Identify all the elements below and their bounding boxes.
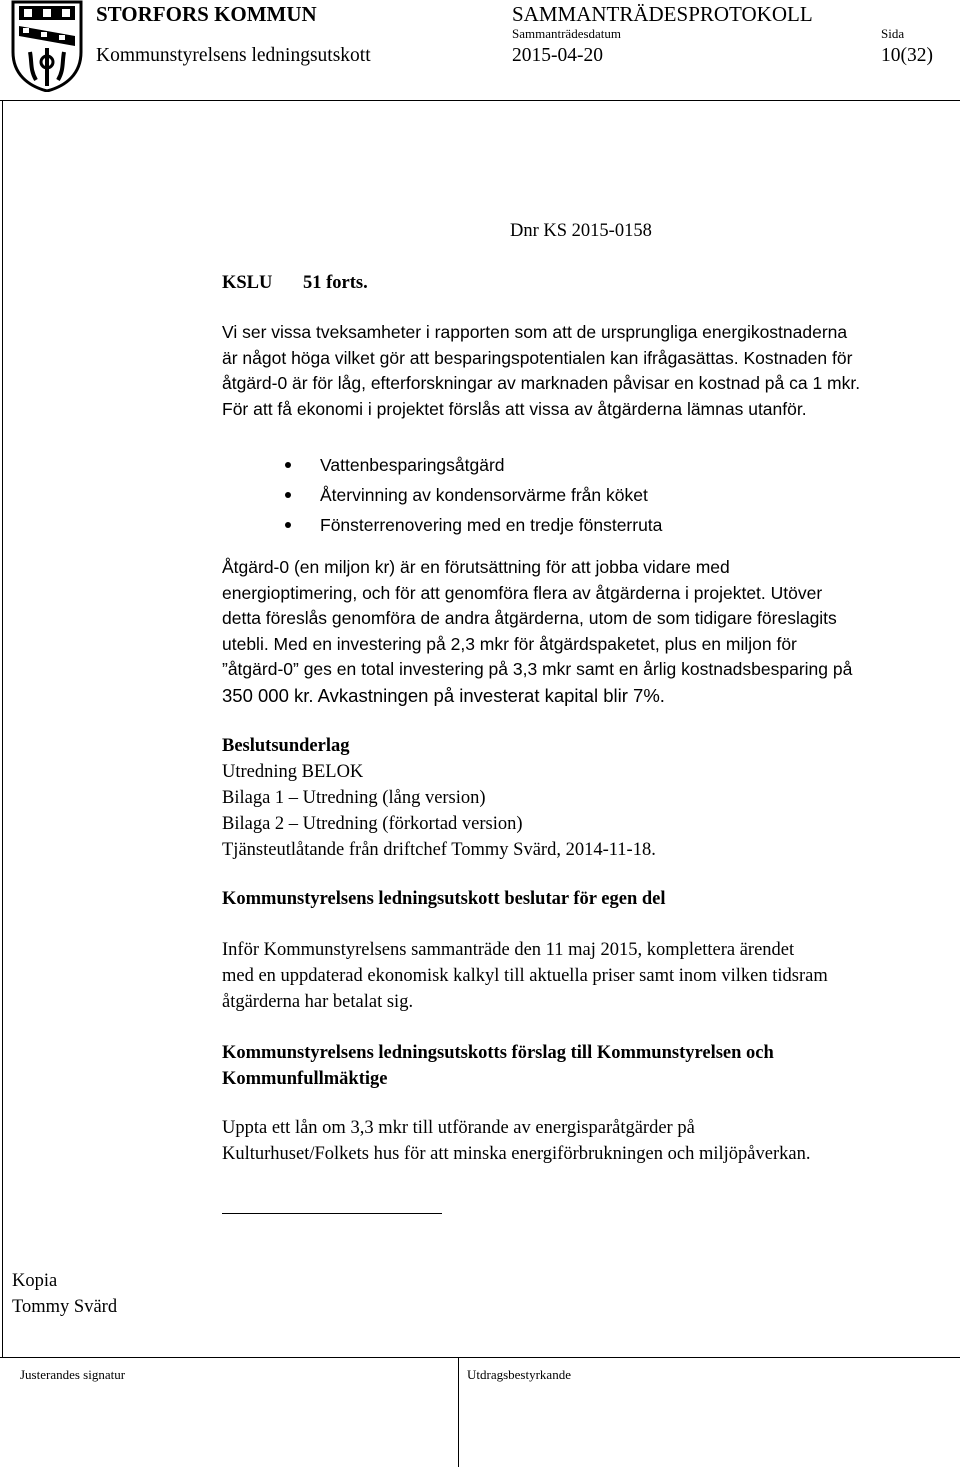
- extract-certification-label: Utdragsbestyrkande: [467, 1367, 571, 1382]
- paragraph-line: Åtgärd-0 (en miljon kr) är en förutsättning för att jobba vidare med: [222, 557, 730, 577]
- proposal-heading-line: Kommunstyrelsens ledningsutskotts förslag till Kommunstyrelsen och: [222, 1043, 774, 1063]
- municipality-name: STORFORS KOMMUN: [96, 2, 317, 26]
- decision-heading: Kommunstyrelsens ledningsutskott beslutar för egen del: [222, 889, 666, 909]
- page-number: 10(32): [881, 45, 933, 66]
- copy-block: [12, 1268, 117, 1320]
- meeting-date: 2015-04-20: [512, 45, 603, 66]
- basis-item: Tjänsteutlåtande från driftchef Tommy Svärd, 2014-11-18.: [222, 840, 656, 860]
- decision-line: med en uppdaterad ekonomisk kalkyl till aktuella priser samt inom vilken tidsram: [222, 966, 828, 986]
- section-label: KSLU: [222, 273, 273, 293]
- decision-line: Inför Kommunstyrelsens sammanträde den 11 maj 2015, komplettera ärendet: [222, 940, 795, 960]
- footer-column-divider: [458, 1357, 459, 1467]
- proposal-line: Uppta ett lån om 3,3 mkr till utförande av energisparåtgärder på: [222, 1118, 695, 1138]
- page-label: Sida: [881, 26, 905, 41]
- paragraph-line: detta föreslås genomföra de andra åtgärderna, utom de som tidigare föreslagits: [222, 608, 837, 629]
- protocol-title: SAMMANTRÄDESPROTOKOLL: [512, 2, 813, 26]
- basis-heading: Beslutsunderlag: [222, 736, 350, 756]
- proposal-text: [222, 1115, 810, 1167]
- intro-line: Vi ser vissa tveksamheter i rapporten som att de ursprungliga energikostnaderna: [222, 322, 848, 342]
- municipality-coat-of-arms-icon: [10, 0, 84, 92]
- diary-number: Dnr KS 2015-0158: [510, 221, 652, 241]
- basis-item: Utredning BELOK: [222, 762, 364, 782]
- intro-line: är något höga vilket gör att besparingspotentialen kan ifrågasättas. Kostnaden för: [222, 347, 853, 368]
- proposal-line: Kulturhuset/Folkets hus för att minska energiförbrukningen och miljöpåverkan.: [222, 1144, 811, 1164]
- intro-line: För att få ekonomi i projektet förslås att vissa av åtgärderna lämnas utanför.: [222, 398, 807, 419]
- paragraph-line: energioptimering, och för att genomföra flera av åtgärderna i projektet. Utöver: [222, 582, 823, 603]
- intro-line: åtgärd-0 är för låg, efterforskningar av marknaden påvisar en kostnad på ca 1 mkr.: [222, 373, 861, 394]
- list-item: Fönsterrenovering med en tredje fönsterruta: [272, 510, 662, 540]
- basis-section: [222, 733, 656, 863]
- copy-label: Kopia: [12, 1271, 58, 1291]
- signature-label: Justerandes signatur: [20, 1367, 126, 1382]
- proposal-heading-line: Kommunfullmäktige: [222, 1069, 388, 1089]
- list-item: Vattenbesparingsåtgärd: [272, 450, 662, 480]
- paragraph-line: utebli. Med en investering på 2,3 mkr för åtgärdspaketet, plus en miljon för: [222, 633, 797, 654]
- decision-line: åtgärderna har betalat sig.: [222, 992, 414, 1012]
- investment-paragraph: [222, 555, 852, 709]
- section-number: 51 forts.: [303, 273, 368, 293]
- measures-list: [272, 450, 662, 540]
- meeting-date-label: Sammanträdesdatum: [512, 26, 622, 41]
- committee-name: Kommunstyrelsens ledningsutskott: [96, 45, 371, 66]
- header-divider: [0, 100, 960, 101]
- intro-paragraph: [222, 320, 860, 422]
- section-end-rule: [222, 1213, 442, 1214]
- basis-item: Bilaga 2 – Utredning (förkortad version): [222, 814, 523, 834]
- proposal-heading: [222, 1040, 774, 1092]
- footer-divider: [0, 1357, 960, 1358]
- paragraph-line: 350 000 kr. Avkastningen på investerat kapital blir 7%.: [222, 684, 665, 706]
- list-item: Återvinning av kondensorvärme från köket: [272, 480, 662, 510]
- paragraph-line: ”åtgärd-0” ges en total investering på 3,3 mkr samt en årlig kostnadsbesparing på: [222, 659, 853, 680]
- left-margin-rule: [2, 100, 3, 1357]
- copy-recipient: Tommy Svärd: [12, 1297, 118, 1317]
- decision-text: [222, 937, 828, 1015]
- basis-item: Bilaga 1 – Utredning (lång version): [222, 788, 486, 808]
